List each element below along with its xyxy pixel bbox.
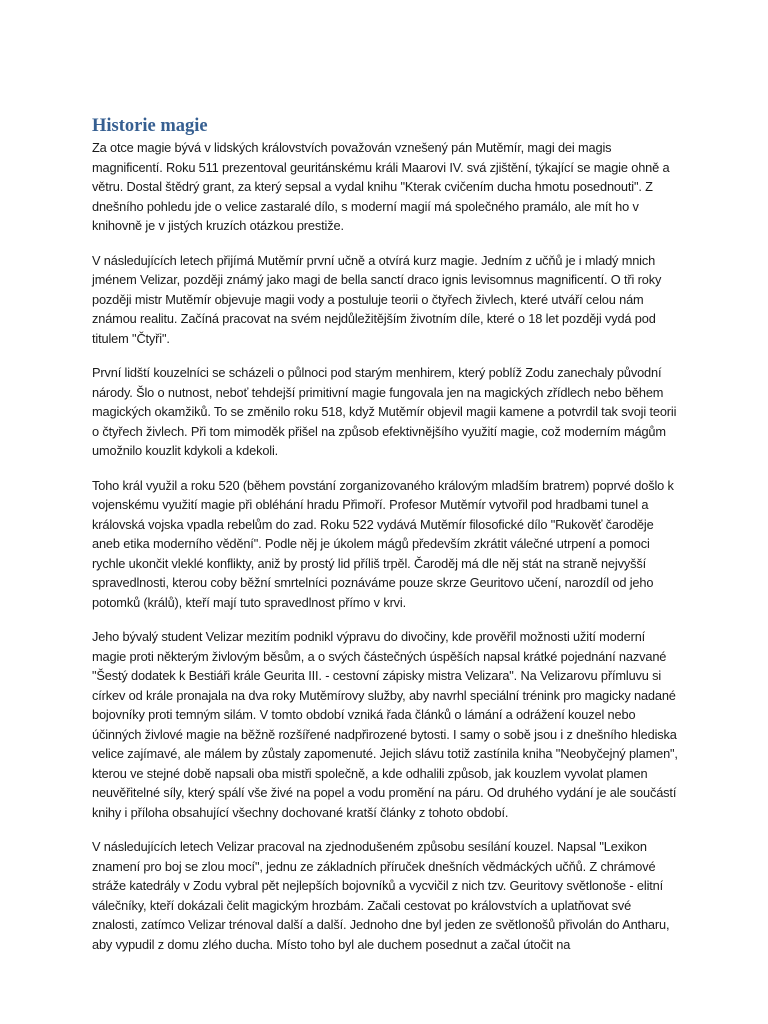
paragraph-5: Jeho bývalý student Velizar mezitím podnikl výpravu do divočiny, kde prověřil možnosti užití moderní magie proti některým živlovým běsům, a o svých částečných úspěších napsal krátké pojednání nazvané "Šestý dodatek k Bestiáři krále Geurita III. - cestovní zápisky mistra Velizara". Na Velizarovu přímluvu si církev od krále pronajala na dva roky Mutěmírovy služby, aby navrhl speciální trénink pro magicky nadané bojovníky proti temným silám. V tomto období vzniká řada článků o lámání a odrážení kouzel nebo účinných živlové magie na běžně rozšířené nadpřirozené bytosti. I samy o sobě jsou i z dnešního hlediska velice zajímavé, ale málem by zůstaly zapomenuté. Jejich slávu totiž zastínila kniha "Neobyčejný plamen", kterou ve stejné době napsali oba mistři společně, a kde odhalili způsob, jak kouzlem vyvolat plamen neuvěřitelné síly, který spálí vše živé na popel a vodu promění na páru. Od druhého vydání je ale součástí knihy i příloha obsahující všechny dochované kratší články z tohoto období. bbox=[92, 629, 678, 820]
paragraph-3: První lidští kouzelníci se scházeli o půlnoci pod starým menhirem, který poblíž Zodu zanechaly původní národy. Šlo o nutnost, neboť tehdejší primitivní magie fungovala jen na magických zřídlech nebo během magických okamžiků. To se změnilo roku 518, když Mutěmír objevil magii kamene a potvrdil tak svoji teorii o čtyřech živlech. Při tom mimoděk přišel na způsob efektivnějšího využití magie, což moderním mágům umožnilo kouzlit kdykoli a kdekoli. bbox=[92, 365, 677, 458]
document-page bbox=[92, 114, 678, 954]
paragraph-4: Toho král využil a roku 520 (během povstání zorganizovaného královým mladším bratrem) poprvé došlo k vojenskému využití magie při obléhání hradu Přimoří. Profesor Mutěmír vytvořil pod hradbami tunel a královská vojska vpadla rebelům do zad. Roku 522 vydává Mutěmír filosofické dílo "Rukověť čaroděje aneb etika moderního vědění". Podle něj je úkolem mágů především zkrátit válečné utrpení a pomoci rychle ukončit vleklé konflikty, aniž by prostý lid příliš trpěl. Čaroděj má dle něj stát na straně nejvyšší spravedlnosti, kterou coby běžní smrtelníci poznáváme pouze skrze Geuritovo učení, narozdíl od jeho potomků (králů), kteří mají tuto spravedlnost přímo v krvi. bbox=[92, 477, 674, 610]
paragraph-2: V následujících letech přijímá Mutěmír první učně a otvírá kurz magie. Jedním z učňů je i mladý mnich jménem Velizar, později známý jako magi de bella sanctí draco ignis levisomnus magnificentí. O tři roky později mistr Mutěmír objevuje magii vody a postuluje teorii o čtyřech živlech, které utváří celou nám známou realitu. Začíná pracovat na svém nejdůležitějším životním díle, které o 18 let později vydá pod titulem "Čtyři". bbox=[92, 252, 662, 346]
document-title: Historie magie bbox=[92, 116, 208, 136]
paragraph-1: Za otce magie bývá v lidských královstvích považován vznešený pán Mutěmír, magi dei magis magnificentí. Roku 511 prezentoval geuritánskému králi Maarovi IV. svá zjištění, týkající se magie ohně a větru. Dostal štědrý grant, za který sepsal a vydal knihu "Kterak cvičením ducha hmotu posednouti". Z dnešního pohledu jde o velice zastaralé dílo, s moderní magií má společného pramálo, ale mít ho v knihovně je v jistých kruzích otázkou prestiže. bbox=[92, 140, 670, 233]
paragraph-6: V následujících letech Velizar pracoval na zjednodušeném způsobu sesílání kouzel. Napsal "Lexikon znamení pro boj se zlou mocí", jednu ze základních příruček dnešních vědmáckých učňů. Z chrámové stráže katedrály v Zodu vybral pět nejlepších bojovníků a vycvičil z nich tzv. Geuritovy světlonoše - elitní válečníky, kteří dokázali čelit magickým hrozbám. Začali cestovat po královstvích a uplatňovat své znalosti, zatímco Velizar trénoval další a další. Jednoho dne byl jeden ze světlonošů přivolán do Antharu, aby vypudil z domu zlého ducha. Místo toho byl ale duchem posednut a začal útočit na bbox=[92, 839, 670, 952]
